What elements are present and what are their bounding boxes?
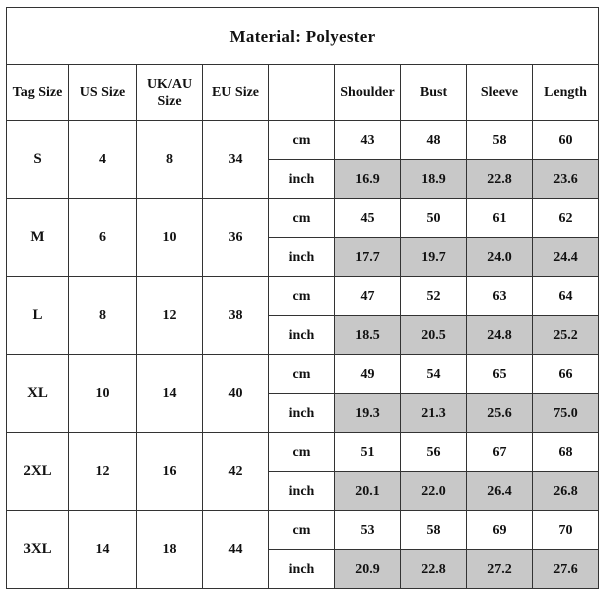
length-cm-cell: 64 bbox=[533, 277, 599, 316]
table-row-cm bbox=[7, 433, 599, 472]
bust-cm-cell: 48 bbox=[401, 121, 467, 160]
bust-inch-cell: 22.8 bbox=[401, 550, 467, 589]
us-size-cell: 12 bbox=[69, 433, 137, 511]
size-chart-body bbox=[7, 8, 599, 589]
tag-size-cell: XL bbox=[7, 355, 69, 433]
us-size-cell: 6 bbox=[69, 199, 137, 277]
length-inch-cell: 26.8 bbox=[533, 472, 599, 511]
unit-inch-cell: inch bbox=[269, 394, 335, 433]
ukau-size-cell: 12 bbox=[137, 277, 203, 355]
shoulder-cm-cell: 51 bbox=[335, 433, 401, 472]
shoulder-cm-cell: 53 bbox=[335, 511, 401, 550]
tag-size-cell: 3XL bbox=[7, 511, 69, 589]
length-cm-cell: 60 bbox=[533, 121, 599, 160]
us-size-cell: 10 bbox=[69, 355, 137, 433]
sleeve-cm-cell: 65 bbox=[467, 355, 533, 394]
bust-cm-cell: 58 bbox=[401, 511, 467, 550]
unit-inch-cell: inch bbox=[269, 238, 335, 277]
unit-cm-cell: cm bbox=[269, 433, 335, 472]
length-cm-cell: 66 bbox=[533, 355, 599, 394]
tag-size-cell: L bbox=[7, 277, 69, 355]
header-eu-size: EU Size bbox=[203, 65, 269, 121]
unit-inch-cell: inch bbox=[269, 316, 335, 355]
sleeve-inch-cell: 24.0 bbox=[467, 238, 533, 277]
bust-inch-cell: 19.7 bbox=[401, 238, 467, 277]
ukau-size-cell: 14 bbox=[137, 355, 203, 433]
unit-cm-cell: cm bbox=[269, 355, 335, 394]
sleeve-inch-cell: 25.6 bbox=[467, 394, 533, 433]
sleeve-inch-cell: 27.2 bbox=[467, 550, 533, 589]
header-us-size: US Size bbox=[69, 65, 137, 121]
bust-inch-cell: 22.0 bbox=[401, 472, 467, 511]
unit-inch-cell: inch bbox=[269, 160, 335, 199]
us-size-cell: 4 bbox=[69, 121, 137, 199]
table-row-cm bbox=[7, 277, 599, 316]
eu-size-cell: 42 bbox=[203, 433, 269, 511]
sleeve-cm-cell: 67 bbox=[467, 433, 533, 472]
table-row-cm bbox=[7, 199, 599, 238]
ukau-size-cell: 10 bbox=[137, 199, 203, 277]
length-inch-cell: 23.6 bbox=[533, 160, 599, 199]
tag-size-cell: 2XL bbox=[7, 433, 69, 511]
length-cm-cell: 68 bbox=[533, 433, 599, 472]
unit-cm-cell: cm bbox=[269, 121, 335, 160]
sleeve-inch-cell: 26.4 bbox=[467, 472, 533, 511]
us-size-cell: 14 bbox=[69, 511, 137, 589]
unit-cm-cell: cm bbox=[269, 199, 335, 238]
shoulder-inch-cell: 16.9 bbox=[335, 160, 401, 199]
length-inch-cell: 24.4 bbox=[533, 238, 599, 277]
bust-cm-cell: 54 bbox=[401, 355, 467, 394]
sleeve-cm-cell: 69 bbox=[467, 511, 533, 550]
eu-size-cell: 34 bbox=[203, 121, 269, 199]
unit-inch-cell: inch bbox=[269, 550, 335, 589]
shoulder-cm-cell: 43 bbox=[335, 121, 401, 160]
bust-cm-cell: 50 bbox=[401, 199, 467, 238]
bust-cm-cell: 56 bbox=[401, 433, 467, 472]
sleeve-cm-cell: 61 bbox=[467, 199, 533, 238]
tag-size-cell: S bbox=[7, 121, 69, 199]
table-row-cm bbox=[7, 511, 599, 550]
table-row-cm bbox=[7, 355, 599, 394]
header-bust: Bust bbox=[401, 65, 467, 121]
length-cm-cell: 62 bbox=[533, 199, 599, 238]
eu-size-cell: 38 bbox=[203, 277, 269, 355]
ukau-size-cell: 16 bbox=[137, 433, 203, 511]
tag-size-cell: M bbox=[7, 199, 69, 277]
length-inch-cell: 75.0 bbox=[533, 394, 599, 433]
header-row bbox=[7, 65, 599, 121]
shoulder-inch-cell: 20.9 bbox=[335, 550, 401, 589]
size-chart-table bbox=[6, 7, 599, 589]
sleeve-inch-cell: 24.8 bbox=[467, 316, 533, 355]
unit-inch-cell: inch bbox=[269, 472, 335, 511]
shoulder-inch-cell: 17.7 bbox=[335, 238, 401, 277]
header-ukau-size: UK/AU Size bbox=[137, 65, 203, 121]
shoulder-cm-cell: 45 bbox=[335, 199, 401, 238]
sleeve-inch-cell: 22.8 bbox=[467, 160, 533, 199]
bust-cm-cell: 52 bbox=[401, 277, 467, 316]
bust-inch-cell: 20.5 bbox=[401, 316, 467, 355]
length-inch-cell: 25.2 bbox=[533, 316, 599, 355]
unit-cm-cell: cm bbox=[269, 277, 335, 316]
unit-cm-cell: cm bbox=[269, 511, 335, 550]
table-row-cm bbox=[7, 121, 599, 160]
eu-size-cell: 40 bbox=[203, 355, 269, 433]
header-shoulder: Shoulder bbox=[335, 65, 401, 121]
bust-inch-cell: 21.3 bbox=[401, 394, 467, 433]
header-sleeve: Sleeve bbox=[467, 65, 533, 121]
length-cm-cell: 70 bbox=[533, 511, 599, 550]
sleeve-cm-cell: 63 bbox=[467, 277, 533, 316]
shoulder-inch-cell: 20.1 bbox=[335, 472, 401, 511]
header-unit bbox=[269, 65, 335, 121]
ukau-size-cell: 8 bbox=[137, 121, 203, 199]
eu-size-cell: 36 bbox=[203, 199, 269, 277]
bust-inch-cell: 18.9 bbox=[401, 160, 467, 199]
us-size-cell: 8 bbox=[69, 277, 137, 355]
shoulder-cm-cell: 47 bbox=[335, 277, 401, 316]
shoulder-inch-cell: 19.3 bbox=[335, 394, 401, 433]
table-title: Material: Polyester bbox=[7, 8, 599, 65]
eu-size-cell: 44 bbox=[203, 511, 269, 589]
length-inch-cell: 27.6 bbox=[533, 550, 599, 589]
header-length: Length bbox=[533, 65, 599, 121]
ukau-size-cell: 18 bbox=[137, 511, 203, 589]
shoulder-inch-cell: 18.5 bbox=[335, 316, 401, 355]
title-row bbox=[7, 8, 599, 65]
header-tag-size: Tag Size bbox=[7, 65, 69, 121]
shoulder-cm-cell: 49 bbox=[335, 355, 401, 394]
sleeve-cm-cell: 58 bbox=[467, 121, 533, 160]
